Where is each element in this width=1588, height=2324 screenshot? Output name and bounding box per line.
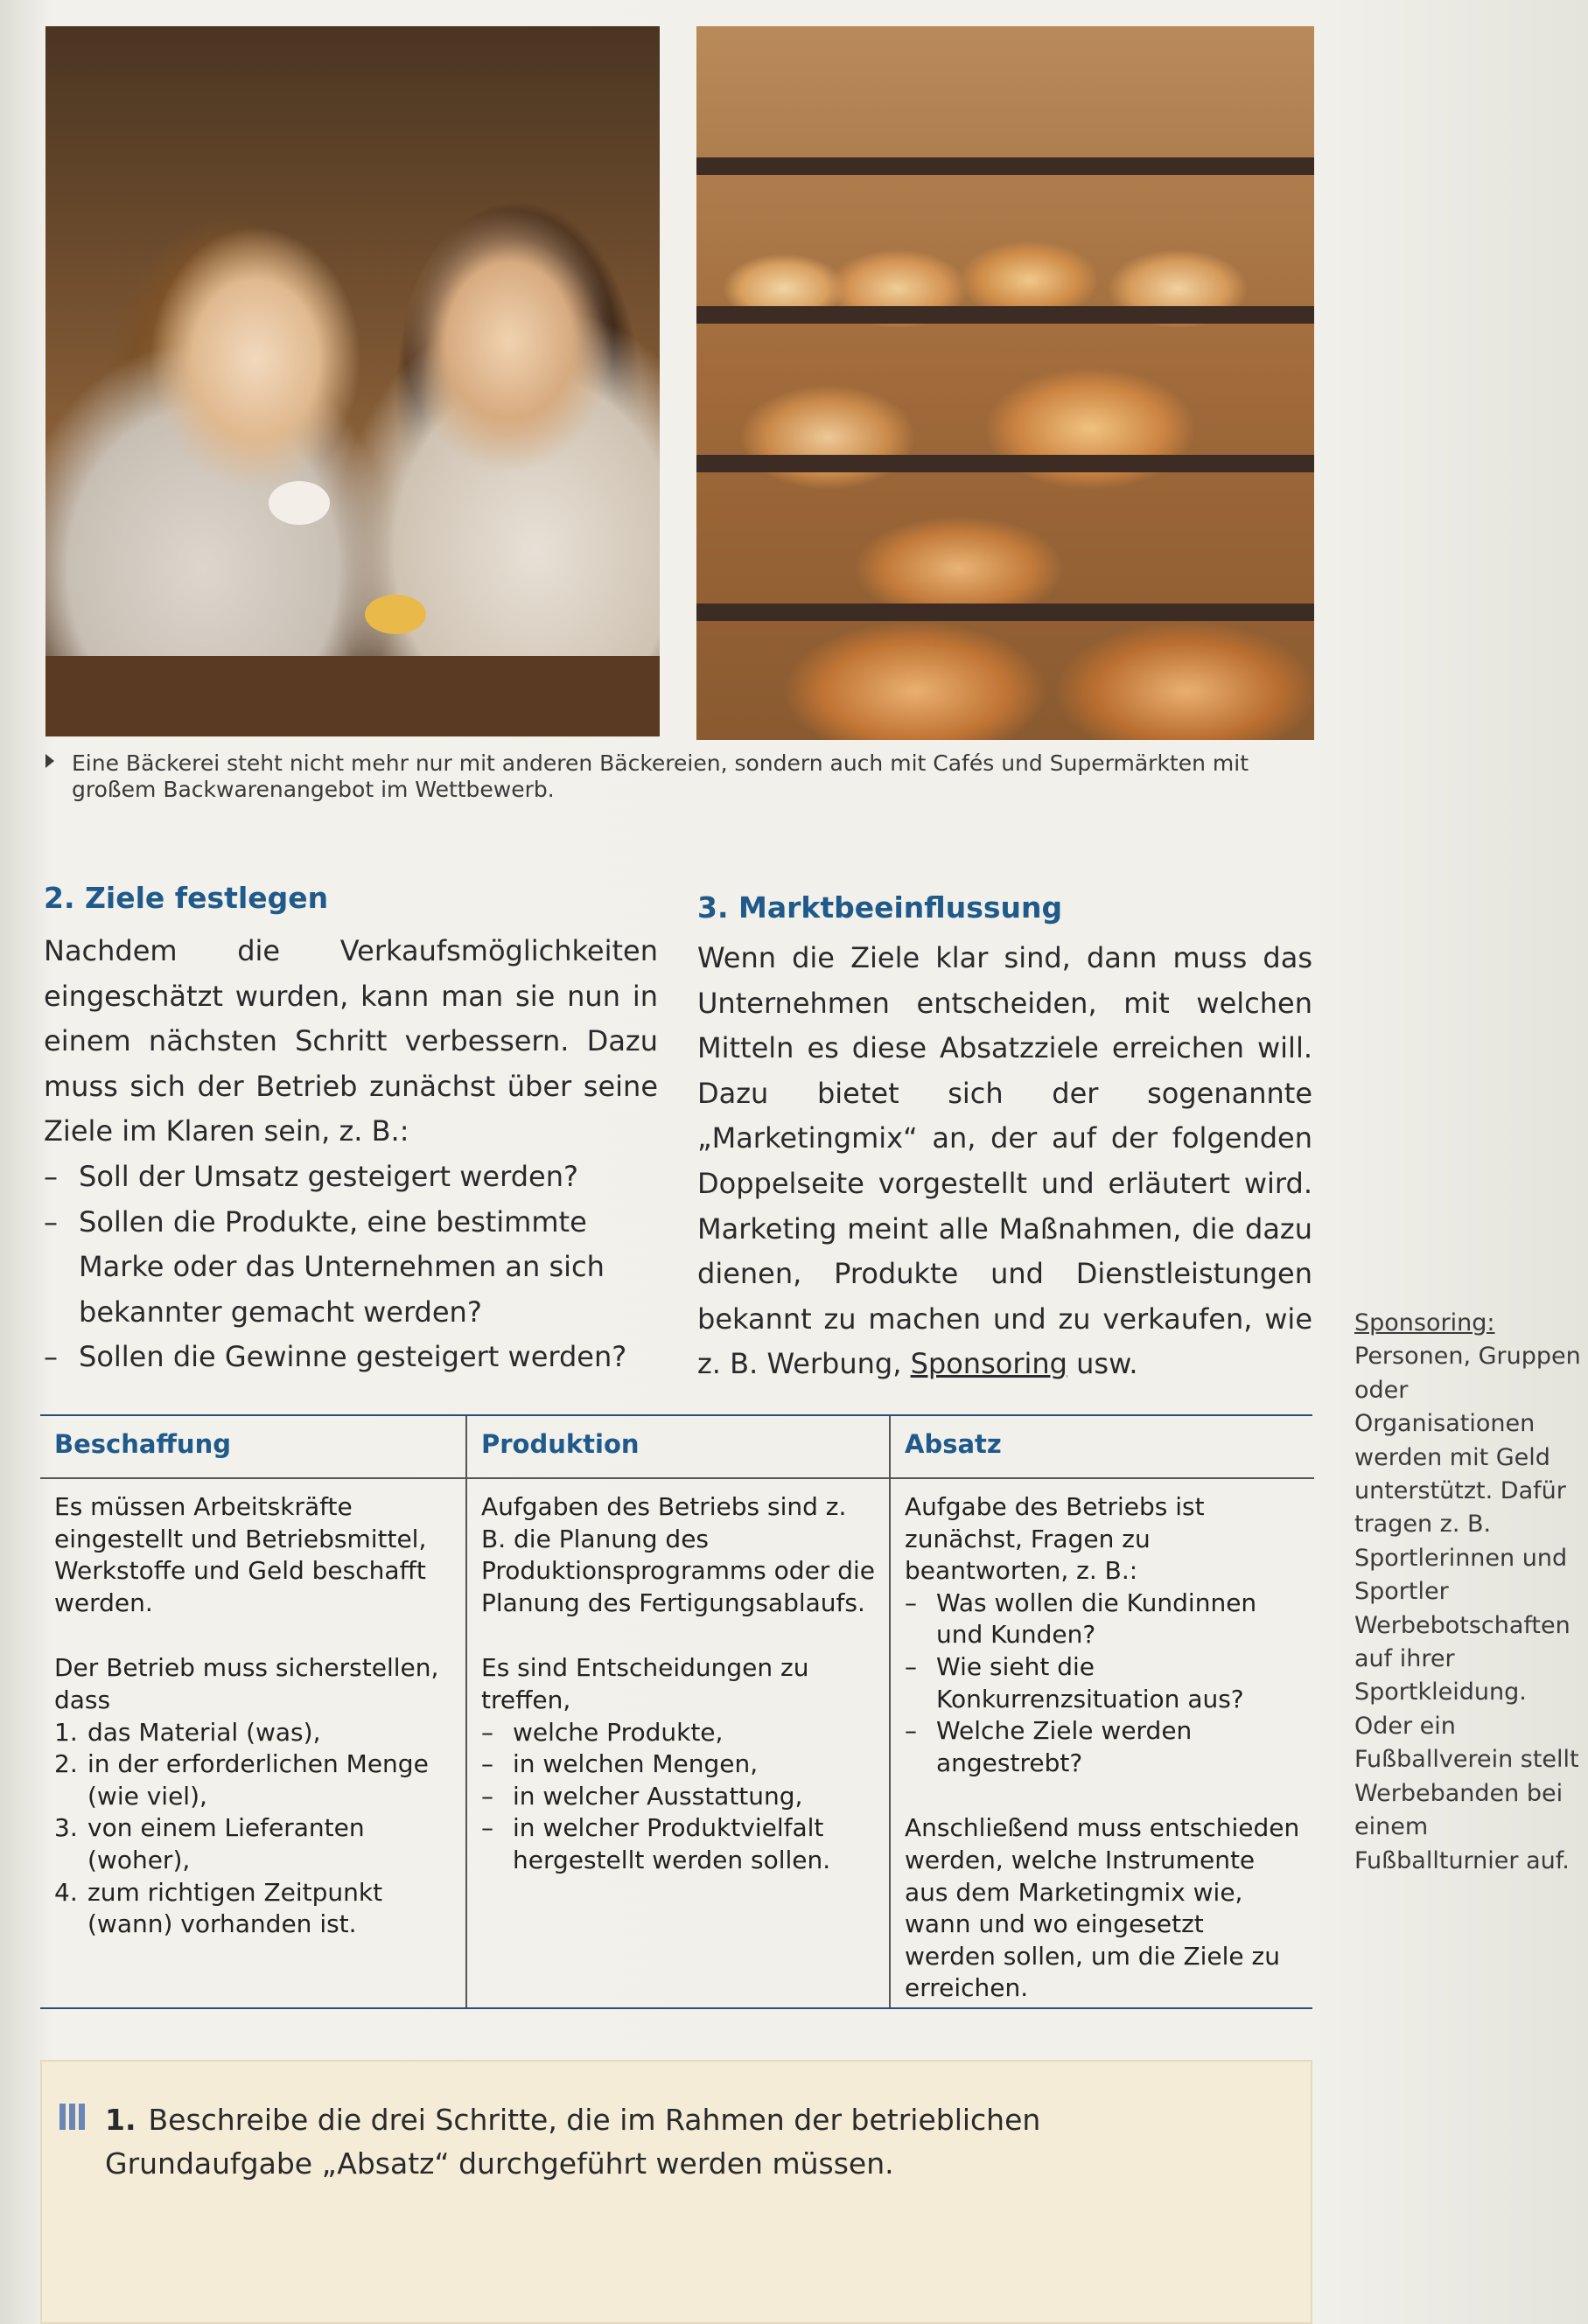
table-header: Beschaffung (40, 1416, 465, 1479)
section2-paragraph: Nachdem die Verkaufsmöglichkeiten eingeschätzt wurden, kann man sie nun in einem nächsten Schritt verbessern. Dazu muss sich der Betrieb zunächst über seine Ziele im Klaren sein, z. B.: (44, 934, 658, 1148)
section3-text-end: usw. (1067, 1347, 1138, 1381)
list-item: 3. von einem Lieferanten (woher), (54, 1813, 365, 1874)
table-cell (891, 1479, 1314, 2017)
section2-heading: 2. Ziele festlegen (44, 881, 329, 915)
list-item: – welche Produkte, (481, 1717, 877, 1749)
list-item: 2. in der erforderlichen Menge (wie viel), (54, 1749, 429, 1811)
list-item: – in welcher Produktvielfalt hergestellt werden sollen. (481, 1812, 877, 1876)
exercise-number: 1. (105, 2103, 136, 2137)
exercise-task (105, 2098, 1242, 2186)
caption-arrow-icon (45, 754, 54, 768)
table-header: Absatz (891, 1416, 1314, 1479)
glossary-definition: Personen, Gruppen oder Organisationen werden mit Geld unterstützt. Dafür tragen z. B. Sportlerinnen und Sportler Werbebotschaften auf ihrer Sportkleidung. Oder ein Fußballverein stellt Werbebanden bei einem Fußballturnier auf. (1354, 1343, 1581, 1874)
cell-text: Aufgaben des Betriebs sind z. B. die Planung des Produktionsprogramms oder die Planung des Fertigungsablaufs. (481, 1492, 875, 1617)
cafe-photo (45, 26, 660, 736)
cell-text: Der Betrieb muss sicherstellen, dass (54, 1653, 439, 1714)
table-header: Produktion (467, 1416, 891, 1479)
cup-shape (365, 595, 426, 634)
business-tasks-table (40, 1414, 1312, 2009)
exercise-box (40, 2060, 1312, 2324)
section2-body (44, 929, 658, 1380)
list-item: – Sollen die Produkte, eine bestimmte Marke oder das Unternehmen an sich bekannter gemacht werden? (44, 1200, 658, 1336)
cell-text: Anschließend muss entschieden werden, welche Instrumente aus dem Marketingmix wie, wann und wo eingesetzt werden sollen, um die Ziele zu erreichen. (905, 1813, 1300, 2003)
glossary-sidebar (1354, 1307, 1588, 1878)
table-column-absatz (889, 1416, 1314, 2007)
exercise-text: Beschreibe die drei Schritte, die im Rahmen der betrieblichen Grundaufgabe „Absatz“ durchgeführt werden müssen. (105, 2103, 1041, 2181)
bullet-list (481, 1717, 877, 1877)
list-item: 1. das Material (was), (54, 1717, 321, 1747)
list-item: – in welchen Mengen, (481, 1748, 877, 1781)
cell-text: Es müssen Arbeitskräfte eingestellt und Betriebsmittel, Werkstoffe und Geld beschafft werden. (54, 1492, 427, 1617)
table-column-beschaffung (40, 1416, 465, 2007)
difficulty-bars-icon (59, 2104, 89, 2130)
list-item: – in welcher Ausstattung, (481, 1781, 877, 1813)
section2-goal-list (44, 1155, 658, 1380)
table-column-produktion (465, 1416, 891, 2007)
glossary-term: Sponsoring: (1354, 1309, 1495, 1336)
bread-shelves-photo (696, 26, 1314, 740)
list-item: – Sollen die Gewinne gesteigert werden? (44, 1335, 658, 1380)
table-shape (45, 656, 660, 736)
section3-paragraph (697, 936, 1312, 1387)
section3-heading: 3. Marktbeeinflussung (697, 890, 1063, 925)
cup-shape (269, 481, 330, 525)
sponsoring-link[interactable]: Sponsoring (910, 1347, 1067, 1381)
cell-text: Aufgabe des Betriebs ist zunächst, Fragen zu beantworten, z. B.: (905, 1492, 1205, 1586)
numbered-list (54, 1717, 451, 1941)
section3-text: Wenn die Ziele klar sind, dann muss das Unternehmen entscheiden, mit welchen Mitteln es diese Absatzziele erreichen will. Dazu bietet sich der sogenannte „Marketingmix“ an, der auf der folgenden Doppelseite vorgestellt und erläutert wird. Marketing meint alle Maßnahmen, die dazu dienen, Produkte und Dienstleistungen bekannt zu machen und zu verkaufen, wie z. B. Werbung, (697, 941, 1312, 1381)
table-cell (467, 1479, 891, 1889)
table-cell (40, 1479, 465, 1953)
photo-caption (45, 750, 1323, 803)
list-item: – Was wollen die Kundinnen und Kunden? (905, 1588, 1300, 1651)
list-item: 4. zum richtigen Zeitpunkt (wann) vorhanden ist. (54, 1877, 383, 1939)
list-item: – Welche Ziele werden angestrebt? (905, 1715, 1300, 1779)
caption-text: Eine Bäckerei steht nicht mehr nur mit anderen Bäckereien, sondern auch mit Cafés und Supermärkten mit großem Backwarenangebot im Wettbewerb. (72, 750, 1249, 802)
section3-body (697, 936, 1312, 1387)
list-item: – Wie sieht die Konkurrenzsituation aus? (905, 1651, 1300, 1715)
list-item: – Soll der Umsatz gesteigert werden? (44, 1155, 658, 1200)
cell-text: Es sind Entscheidungen zu treffen, (481, 1653, 809, 1714)
bullet-list (905, 1588, 1300, 1780)
